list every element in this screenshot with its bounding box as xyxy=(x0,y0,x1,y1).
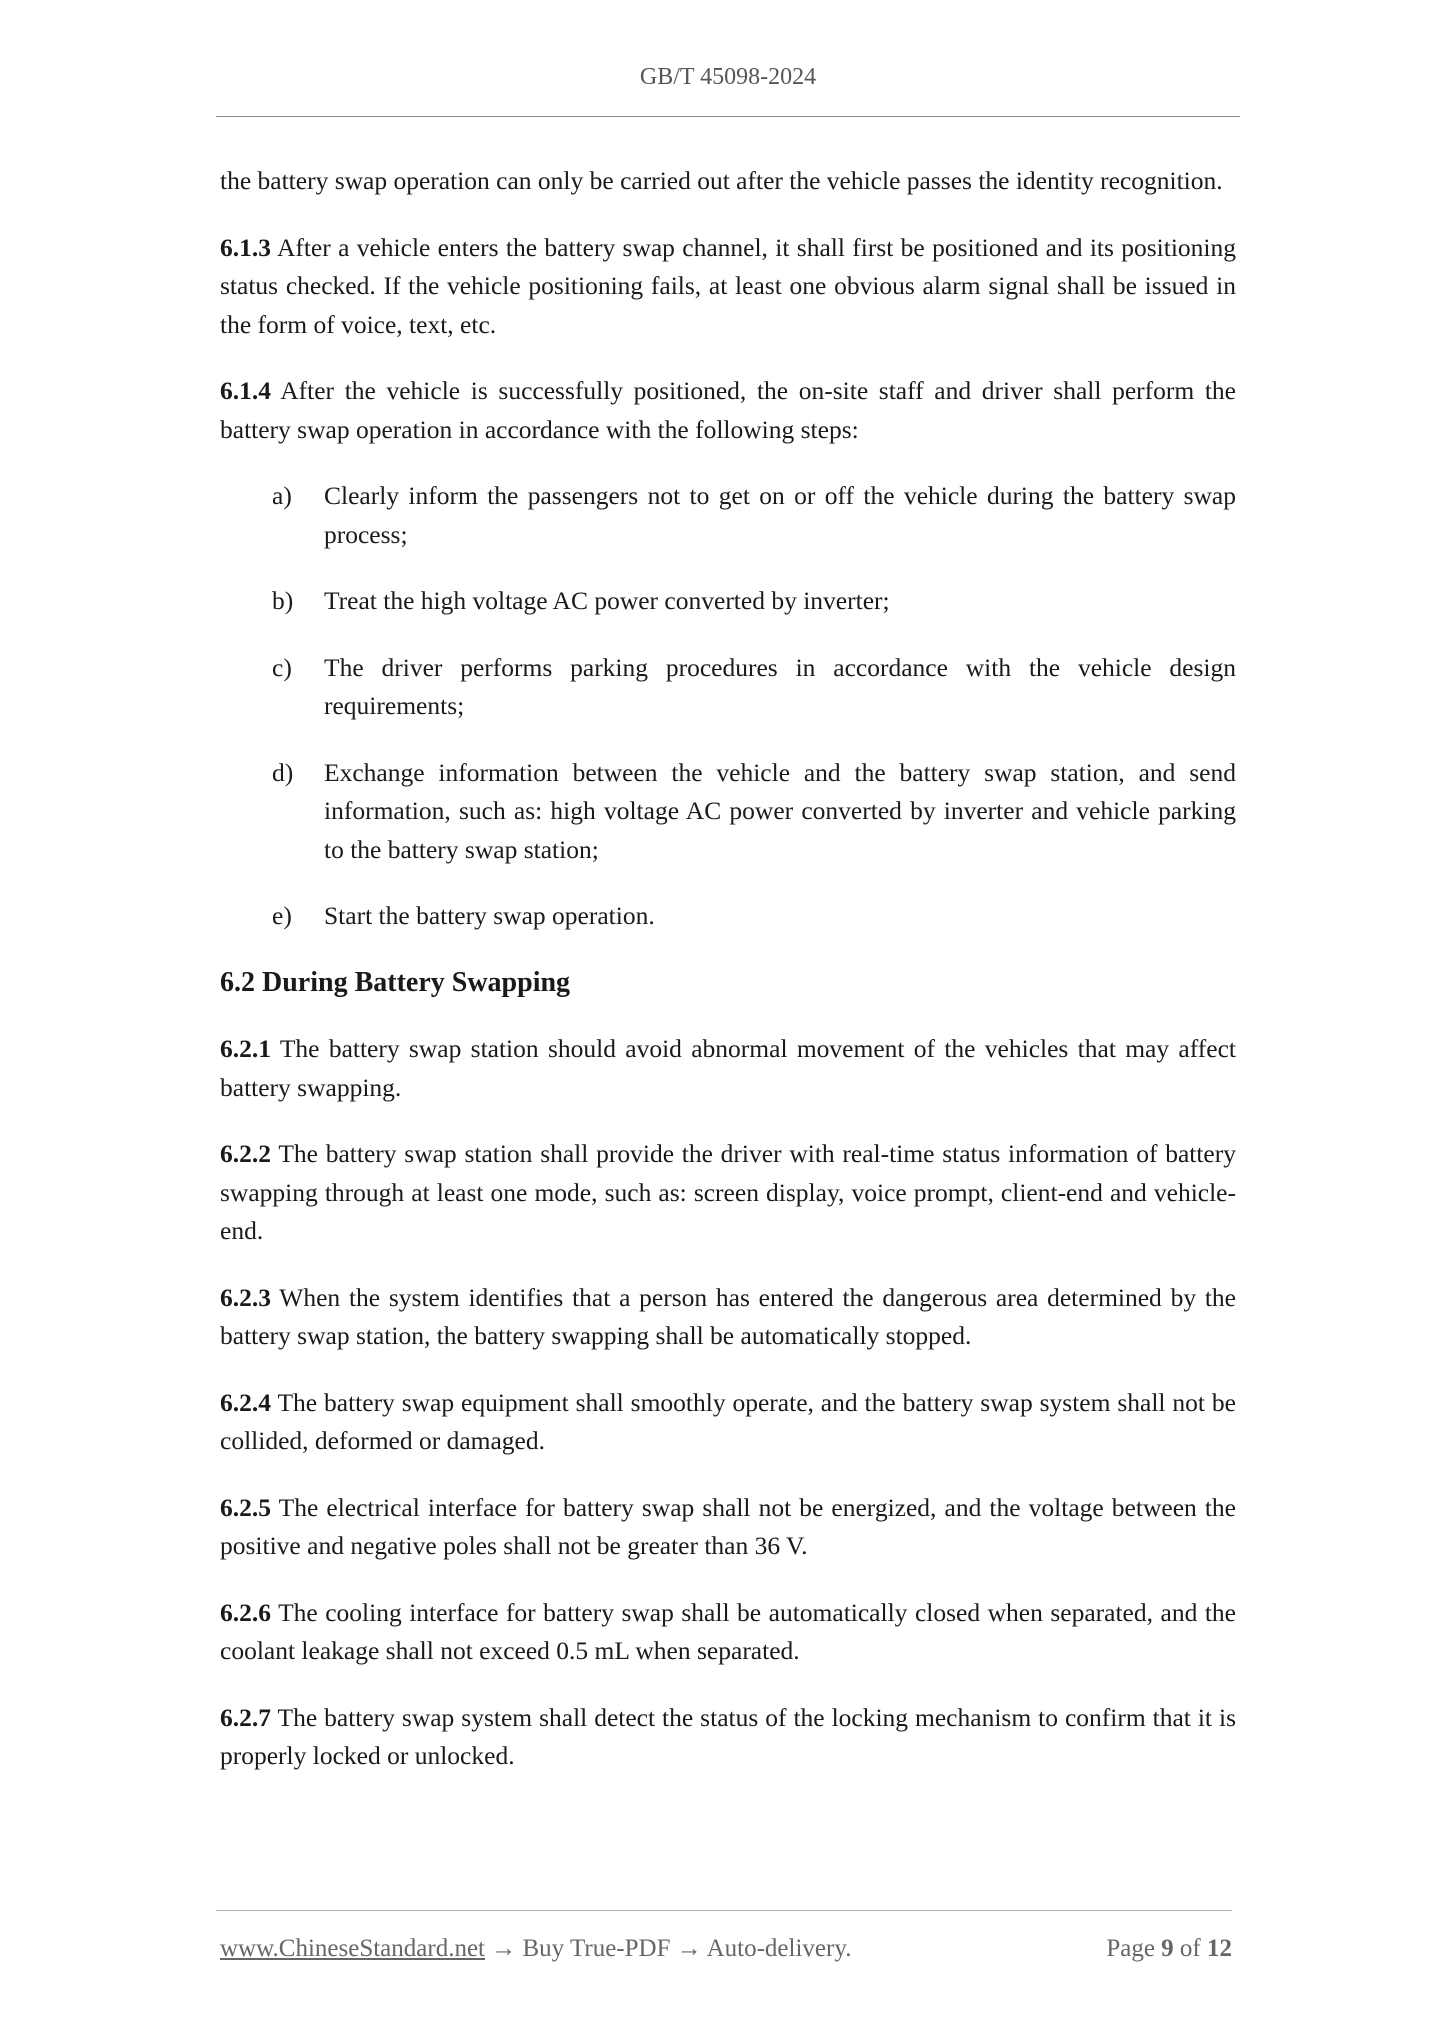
clause-6-1-4 xyxy=(220,372,1236,449)
continuation-paragraph: the battery swap operation can only be carried out after the vehicle passes the identity recognition. xyxy=(220,166,1223,195)
section-heading: 6.2 During Battery Swapping xyxy=(220,966,571,998)
list-item-label: d) xyxy=(272,757,294,787)
clause-6-2-6 xyxy=(220,1594,1236,1671)
clause-text: After a vehicle enters the battery swap channel, it shall first be positioned and its positioning status checked. If the vehicle positioning fails, at least one obvious alarm signal shall be issued in the form of voice, text, etc. xyxy=(220,232,1237,339)
list-item xyxy=(220,754,1236,870)
list-item-label: e) xyxy=(272,901,292,930)
clause-number: 6.2.2 xyxy=(220,1139,271,1168)
page-indicator xyxy=(1106,1935,1232,1963)
clause-number: 6.2.1 xyxy=(220,1034,271,1063)
clause-text: The battery swap equipment shall smoothly operate, and the battery swap system shall not be collided, deformed or damaged. xyxy=(220,1387,1236,1455)
list-item xyxy=(220,649,1236,726)
footer-left xyxy=(220,1935,851,1963)
list-item-text: Treat the high voltage AC power converted by inverter; xyxy=(324,586,890,615)
header-divider xyxy=(216,116,1240,117)
footer-divider xyxy=(216,1910,1232,1911)
list-item xyxy=(220,582,1236,621)
list-item-label: a) xyxy=(272,481,292,510)
clause-number: 6.2.3 xyxy=(220,1282,271,1312)
of-word: of xyxy=(1179,1935,1201,1962)
clause-6-2-7 xyxy=(220,1699,1236,1776)
current-page-number: 9 xyxy=(1161,1935,1174,1962)
list-item xyxy=(220,477,1236,554)
list-item-label: c) xyxy=(272,652,292,682)
list-item-text: Exchange information between the vehicle and the battery swap station, and send information, such as: high voltage AC power converted by inverter and vehicle parking to the battery swap station; xyxy=(324,757,1236,864)
site-link[interactable]: www.ChineseStandard.net xyxy=(220,1935,485,1962)
list-item xyxy=(220,897,1236,936)
steps-list xyxy=(220,477,1236,936)
clause-number: 6.1.4 xyxy=(220,376,271,405)
list-item-text: The driver performs parking procedures in accordance with the vehicle design requirements; xyxy=(324,652,1236,720)
list-item-text: Clearly inform the passengers not to get on or off the vehicle during the battery swap process; xyxy=(324,481,1236,549)
clause-number: 6.2.7 xyxy=(220,1702,271,1732)
clause-6-1-3 xyxy=(220,229,1236,345)
clause-text: The battery swap system shall detect the status of the locking mechanism to confirm that it is properly locked or unlocked. xyxy=(220,1702,1236,1770)
clause-6-2-5 xyxy=(220,1489,1236,1566)
promo-text: → Buy True-PDF → Auto-delivery. xyxy=(485,1935,852,1962)
clause-text: After the vehicle is successfully positioned, the on-site staff and driver shall perform the battery swap operation in accordance with the following steps: xyxy=(220,376,1237,444)
clause-6-2-1 xyxy=(220,1030,1236,1107)
clause-6-2-4 xyxy=(220,1384,1236,1461)
clause-6-2-3 xyxy=(220,1279,1236,1356)
list-item-text: Start the battery swap operation. xyxy=(324,901,655,930)
clause-number: 6.2.5 xyxy=(220,1492,271,1522)
clause-text: The battery swap station should avoid abnormal movement of the vehicles that may affect battery swapping. xyxy=(220,1034,1236,1102)
list-item-label: b) xyxy=(272,586,294,615)
page-footer xyxy=(220,1935,1232,1963)
page-content xyxy=(220,162,1236,1804)
document-header: GB/T 45098-2024 xyxy=(639,64,817,90)
clause-6-2-2 xyxy=(220,1135,1236,1251)
clause-number: 6.2.6 xyxy=(220,1597,271,1627)
clause-text: The cooling interface for battery swap shall be automatically closed when separated, and the coolant leakage shall not exceed 0.5 mL when separated. xyxy=(220,1597,1236,1665)
clause-text: The battery swap station shall provide the driver with real-time status information of battery swapping through at least one mode, such as: screen display, voice prompt, client-end and vehicle-end. xyxy=(220,1139,1236,1245)
clause-text: When the system identifies that a person has entered the dangerous area determined by the battery swap station, the battery swapping shall be automatically stopped. xyxy=(220,1282,1236,1350)
clause-number: 6.1.3 xyxy=(220,232,271,262)
clause-text: The electrical interface for battery swap shall not be energized, and the voltage between the positive and negative poles shall not be greater than 36 V. xyxy=(220,1492,1237,1560)
page-word: Page xyxy=(1106,1935,1155,1962)
total-pages-number: 12 xyxy=(1207,1935,1232,1962)
clause-number: 6.2.4 xyxy=(220,1387,271,1417)
